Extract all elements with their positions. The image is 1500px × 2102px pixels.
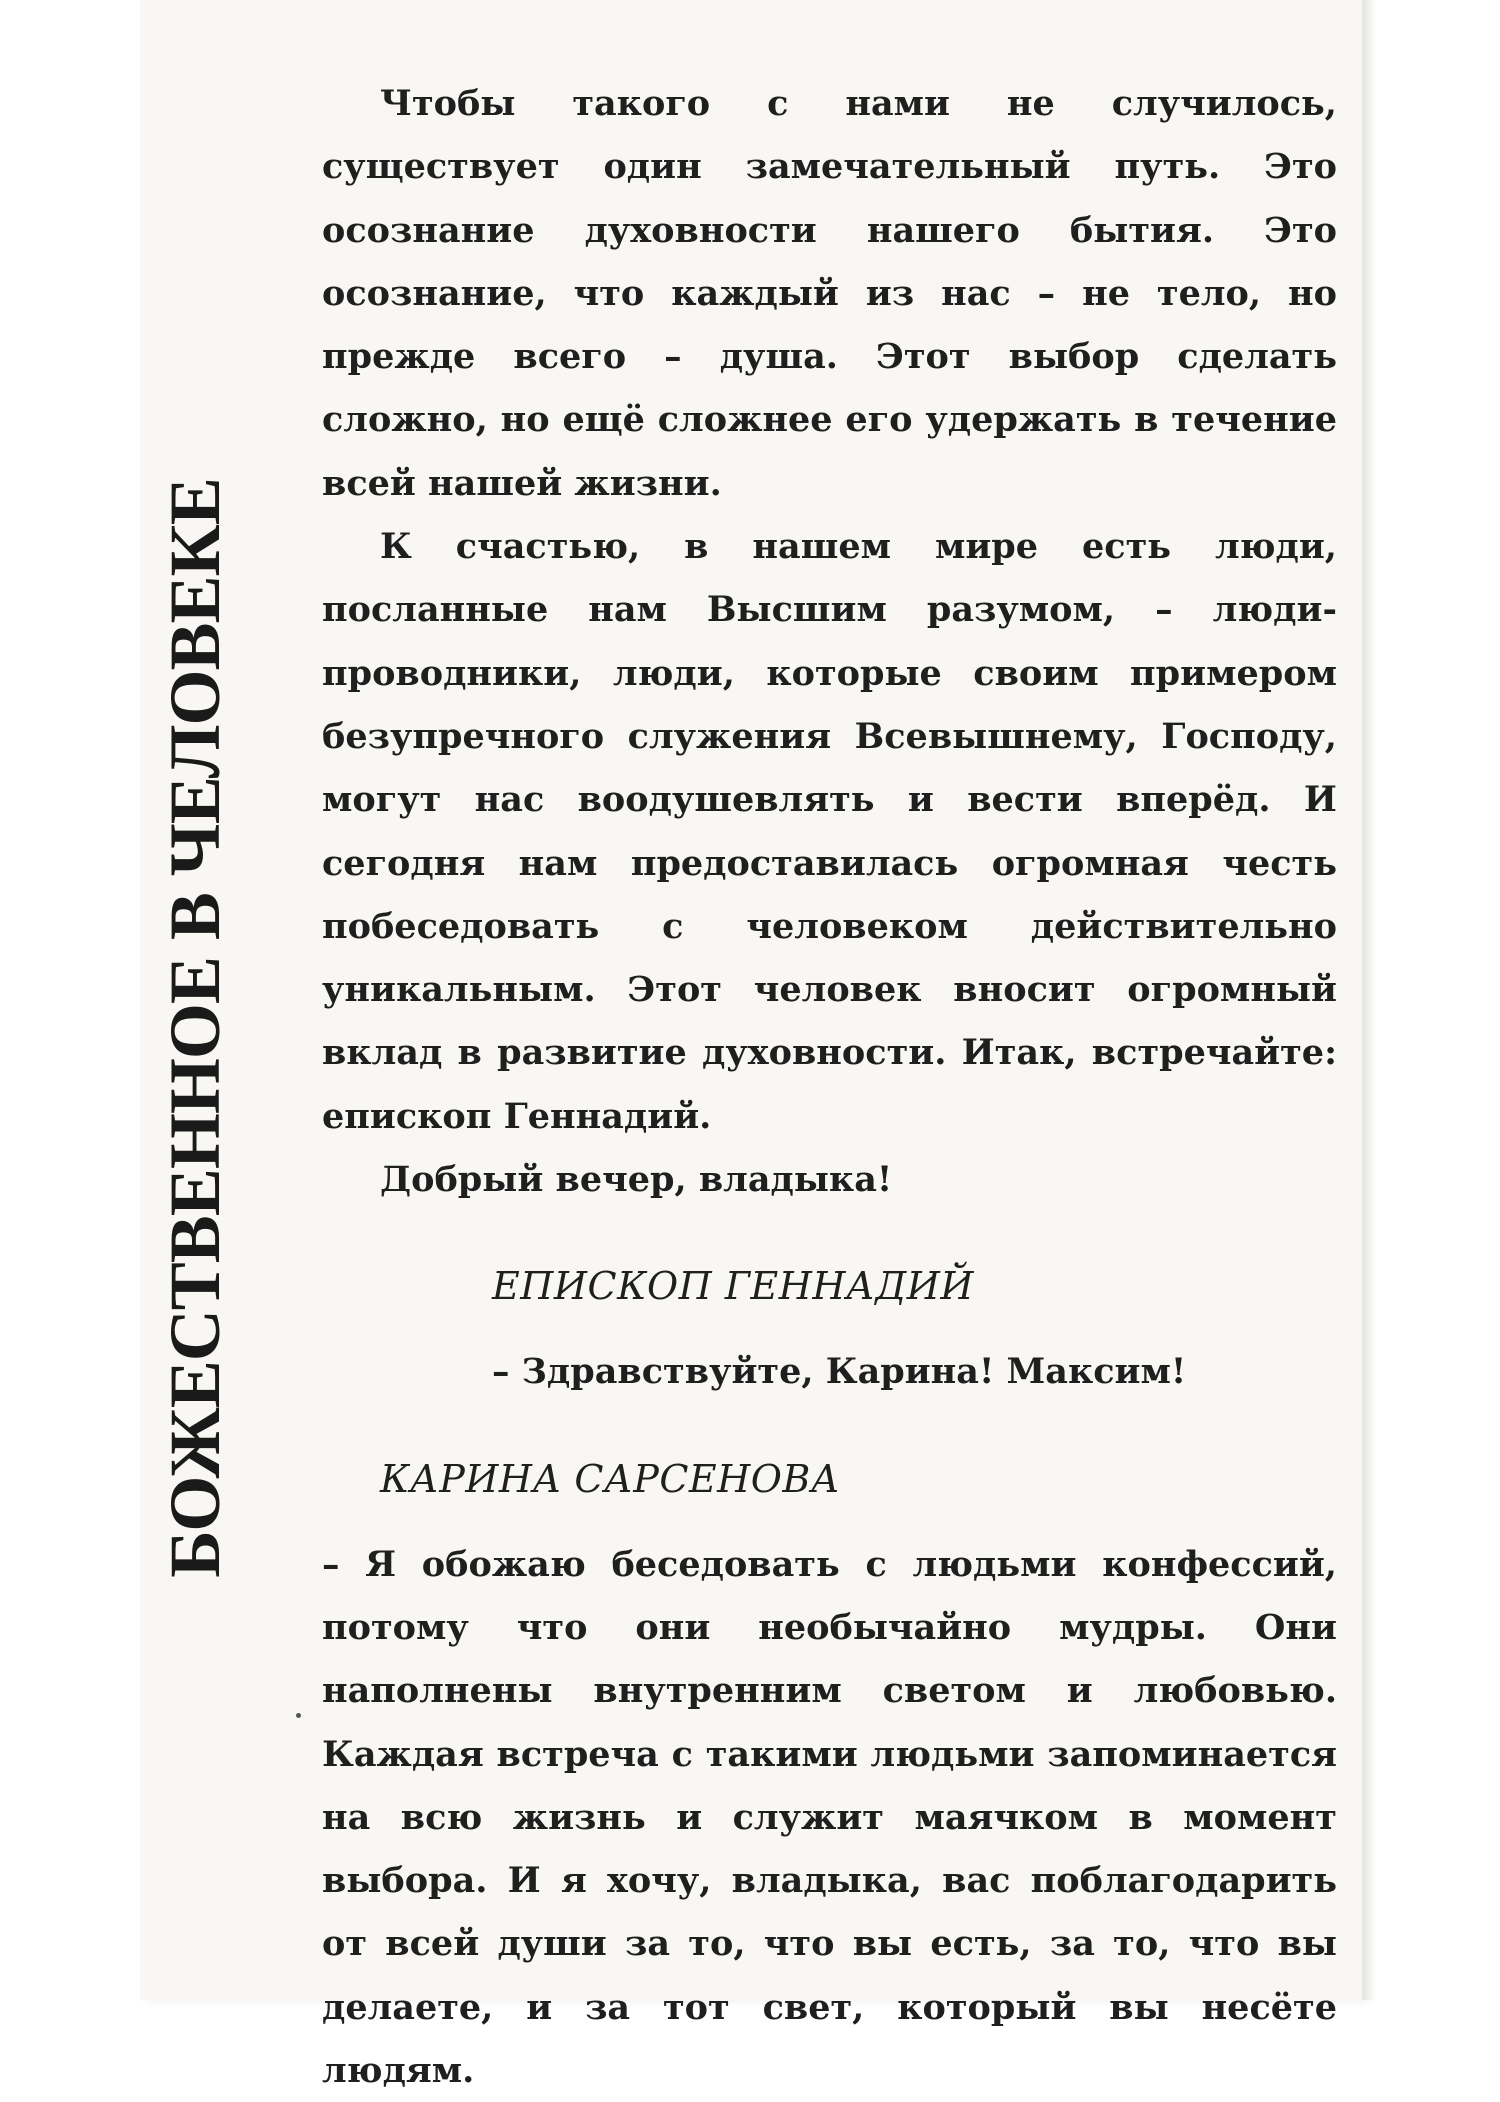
page-body xyxy=(322,72,1337,2102)
paragraph-1: Чтобы такого с нами не случилось, существует один замечательный путь. Это осознание духовности нашего бытия. Это осознание, что каждый из нас – не тело, но прежде всего – душа. Этот выбор сделать сложно, но ещё сложнее его удержать в течение всей нашей жизни. xyxy=(322,83,1337,504)
paragraph-3: Добрый вечер, владыка! xyxy=(380,1159,893,1201)
speech-karina: – Я обожаю беседовать с людьми конфессий, потому что они необычайно мудры. Они наполнены внутренним светом и любовью. Каждая встреча с такими людьми запоминается на всю жизнь и служит маячком в момент выбора. И я хочу, владыка, вас поблагодарить от всей души за то, что вы есть, за то, что вы делаете, и за тот свет, который вы несёте людям. xyxy=(322,1543,1337,2092)
speaker-heading-gennady: ЕПИСКОП ГЕННАДИЙ xyxy=(492,1264,974,1309)
speech-gennady: – Здравствуйте, Карина! Максим! xyxy=(492,1351,1187,1393)
running-head: БОЖЕСТВЕННОЕ В ЧЕЛОВЕКЕ xyxy=(155,478,235,1578)
page-edge xyxy=(1362,0,1376,2000)
paragraph-2: К счастью, в нашем мире есть люди, посланные нам Высшим разумом, – люди-проводники, люди, которые своим примером безупречного служения Всевышнему, Господу, могут нас воодушевлять и вести вперёд. И сегодня нам предоставилась огромная честь побеседовать с человеком действительно уникальным. Этот человек вносит огромный вклад в развитие духовности. Итак, встречайте: епископ Геннадий. xyxy=(322,526,1337,1137)
speaker-heading-karina: КАРИНА САРСЕНОВА xyxy=(380,1456,841,1501)
ink-speck xyxy=(296,1713,301,1718)
